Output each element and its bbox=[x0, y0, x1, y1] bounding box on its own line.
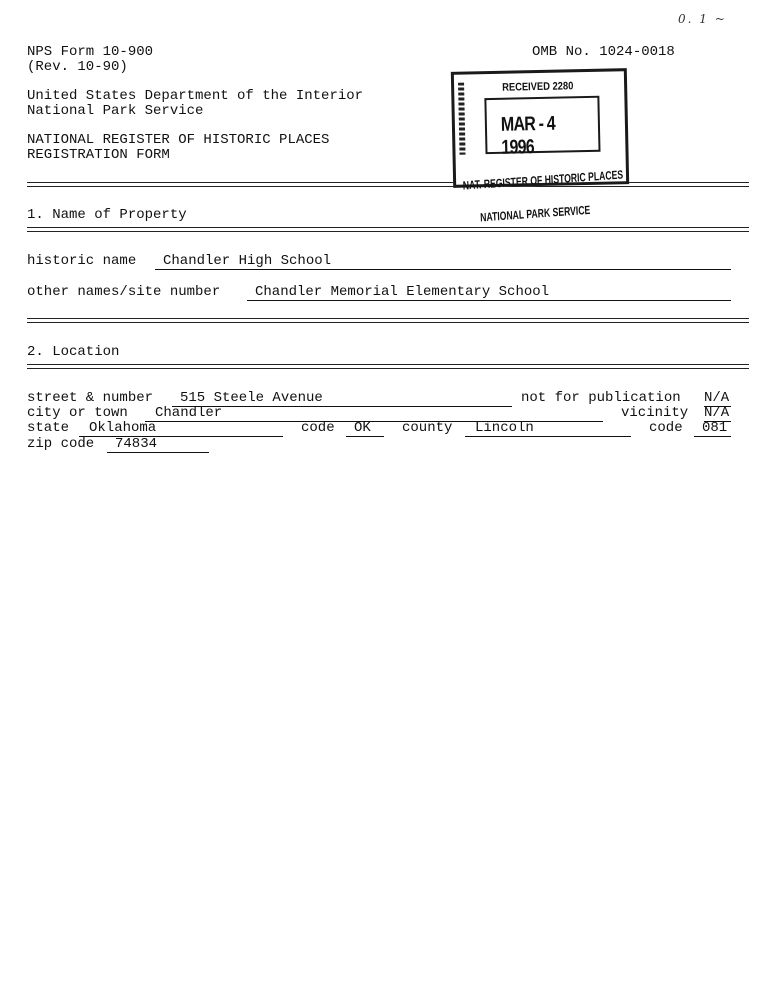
zip-value: 74834 bbox=[115, 436, 158, 452]
historic-name-label: historic name bbox=[27, 253, 137, 269]
stamp-hatch-mark bbox=[458, 83, 466, 155]
section-divider bbox=[27, 318, 749, 323]
city-label: city or town bbox=[27, 405, 128, 421]
section-divider bbox=[27, 227, 749, 232]
city-field[interactable] bbox=[145, 406, 603, 422]
vicinity-value: N/A bbox=[704, 405, 730, 421]
historic-name-value: Chandler High School bbox=[163, 253, 332, 269]
county-label: county bbox=[402, 420, 453, 436]
state-code-label: code bbox=[301, 420, 335, 436]
agency-department: United States Department of the Interior bbox=[27, 88, 364, 104]
other-names-field[interactable] bbox=[247, 285, 731, 301]
section-1-heading: 1. Name of Property bbox=[27, 207, 187, 223]
county-code-value: 081 bbox=[702, 420, 728, 436]
county-code-label: code bbox=[649, 420, 683, 436]
form-number: NPS Form 10-900 bbox=[27, 44, 154, 60]
county-code-field[interactable] bbox=[694, 421, 731, 437]
street-value: 515 Steele Avenue bbox=[180, 390, 323, 406]
form-title: NATIONAL REGISTER OF HISTORIC PLACES bbox=[27, 132, 330, 148]
received-stamp bbox=[451, 68, 629, 225]
not-for-publication-value: N/A bbox=[704, 390, 730, 406]
zip-label: zip code bbox=[27, 436, 95, 452]
stamp-date: MAR - 4 1996 bbox=[500, 112, 556, 159]
section-divider bbox=[27, 182, 749, 187]
zip-field[interactable] bbox=[107, 437, 209, 453]
street-field[interactable] bbox=[172, 391, 512, 407]
section-divider bbox=[27, 364, 749, 369]
stamp-agency-line2: NATIONAL PARK SERVICE bbox=[479, 202, 591, 225]
historic-name-field[interactable] bbox=[155, 254, 731, 270]
state-value: Oklahoma bbox=[89, 420, 157, 436]
county-field[interactable] bbox=[465, 421, 631, 437]
omb-number: OMB No. 1024-0018 bbox=[532, 44, 675, 60]
stamp-agency-line1: NAT. REGISTER OF HISTORIC PLACES bbox=[462, 167, 624, 193]
section-2-heading: 2. Location bbox=[27, 344, 120, 360]
stamp-date-box bbox=[484, 96, 600, 159]
other-names-value: Chandler Memorial Elementary School bbox=[255, 284, 550, 300]
county-value: Lincoln bbox=[475, 420, 534, 436]
other-names-label: other names/site number bbox=[27, 284, 221, 300]
not-for-publication-label: not for publication bbox=[521, 390, 681, 406]
state-label: state bbox=[27, 420, 70, 436]
street-label: street & number bbox=[27, 390, 154, 406]
city-value: Chandler bbox=[155, 405, 223, 421]
stamp-received-label: RECEIVED 2280 bbox=[502, 80, 574, 94]
state-code-value: OK bbox=[354, 420, 371, 436]
handwritten-mark: 0. 1 ~ bbox=[678, 12, 727, 26]
form-subtitle: REGISTRATION FORM bbox=[27, 147, 170, 163]
vicinity-label: vicinity bbox=[621, 405, 689, 421]
state-code-field[interactable] bbox=[346, 421, 384, 437]
form-revision: (Rev. 10-90) bbox=[27, 59, 128, 75]
agency-service: National Park Service bbox=[27, 103, 204, 119]
state-field[interactable] bbox=[79, 421, 283, 437]
